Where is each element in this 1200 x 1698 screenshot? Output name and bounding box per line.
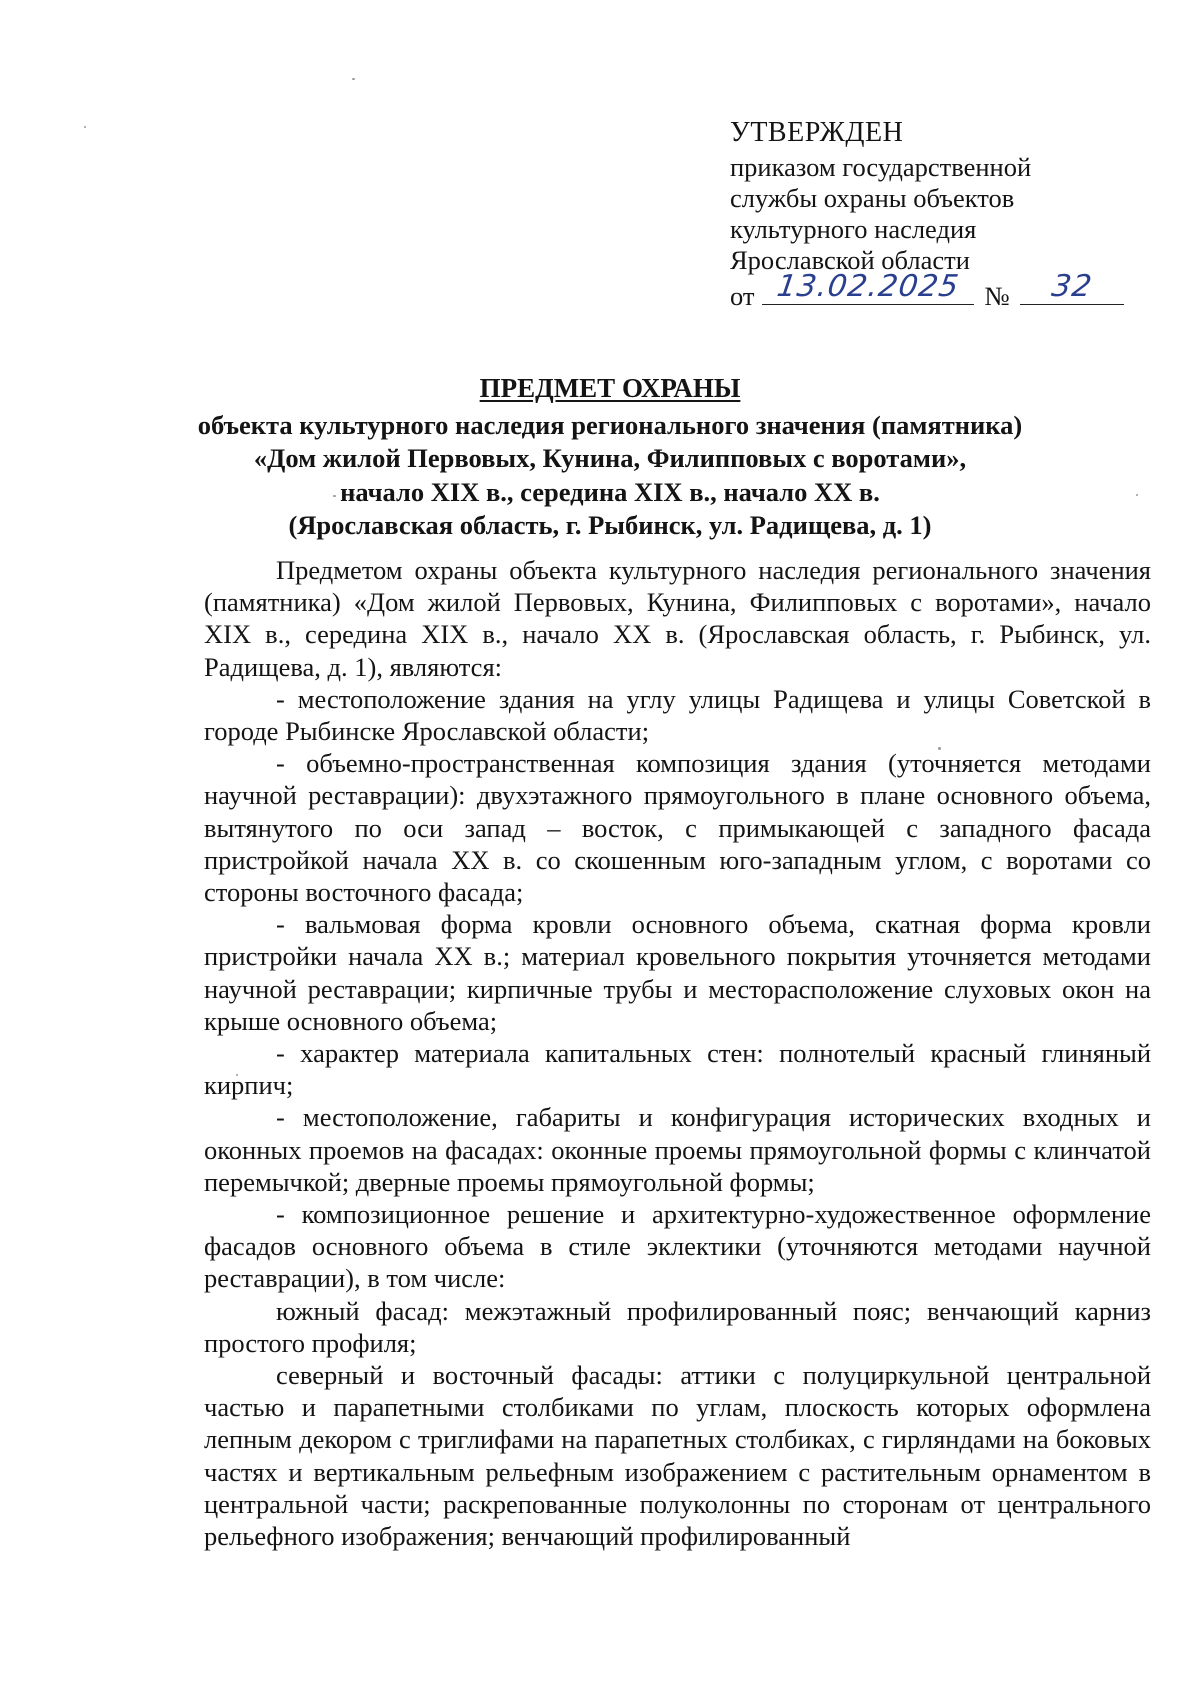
approval-stamp-block [730, 116, 1130, 312]
handwritten-number: 32 [1049, 269, 1095, 304]
approval-line: Ярославской области [730, 245, 970, 275]
approval-line: приказом государственной [730, 152, 1032, 182]
scan-speck [1136, 494, 1138, 496]
number-sign: № [984, 281, 1010, 311]
date-field [762, 269, 974, 305]
body-paragraph: - характер материала капитальных стен: полнотелый красный глиняный кирпич; [204, 1038, 1151, 1101]
body-paragraph: - объемно-пространственная композиция здания (уточняется методами научной реставрации): двухэтажного прямоугольного в плане основного объема, вытянутого по оси запад – восток, с примыкающей с западного фасада пристройкой начала XX в. со скошенным юго-западным углом, с воротами со стороны восточного фасада; [204, 748, 1151, 908]
handwritten-date: 13.02.2025 [775, 269, 962, 304]
body-paragraph: - композиционное решение и архитектурно-художественное оформление фасадов основного объема в стиле эклектики (уточняются методами научной реставрации), в том числе: [204, 1199, 1151, 1294]
approval-heading: УТВЕРЖДЕН [730, 117, 904, 148]
body-paragraph: - вальмовая форма кровли основного объема, скатная форма кровли пристройки начала XX в.; материал кровельного покрытия уточняется методами научной реставрации; кирпичные трубы и месторасположение слуховых окон на крыше основного объема; [204, 909, 1151, 1036]
document-body [204, 554, 1151, 1552]
approval-line: культурного наследия [730, 214, 977, 244]
body-paragraph: - местоположение, габариты и конфигурация исторических входных и оконных проемов на фасадах: оконные проемы прямоугольной формы с клинчатой перемычкой; дверные проемы прямоугольной формы; [204, 1102, 1151, 1197]
title-line: начало XIX в., середина XIX в., начало XX в. [340, 476, 880, 507]
document-title: ПРЕДМЕТ ОХРАНЫ [479, 373, 741, 403]
approval-date-line [730, 269, 1130, 312]
title-line: «Дом жилой Первовых, Кунина, Филипповых с воротами», [253, 443, 967, 473]
scan-speck [352, 78, 355, 80]
date-prefix: от [730, 281, 755, 311]
document-title-block [160, 372, 1060, 543]
title-line: объекта культурного наследия регионального значения (памятника) [197, 409, 1023, 440]
body-paragraph: южный фасад: межэтажный профилированный пояс; венчающий карниз простого профиля; [204, 1295, 1151, 1358]
number-field [1020, 269, 1124, 305]
title-line: (Ярославская область, г. Рыбинск, ул. Радищева, д. 1) [288, 510, 932, 540]
body-paragraph: северный и восточный фасады: аттики с полуциркульной центральной частью и парапетными столбиками по углам, плоскость которых оформлена лепным декором с триглифами на парапетных столбиках, с гирляндами на боковых частях и вертикальным рельефным изображением с растительным орнаментом в центральной части; раскрепованные полуколонны по сторонам от центрального рельефного изображения; венчающий профилированный [204, 1360, 1151, 1552]
approval-line: службы охраны объектов [730, 183, 1015, 213]
body-paragraph: - местоположение здания на углу улицы Радищева и улицы Советской в городе Рыбинске Ярославской области; [204, 683, 1151, 747]
scan-speck [84, 126, 86, 128]
body-paragraph: Предметом охраны объекта культурного наследия регионального значения (памятника) «Дом жилой Первовых, Кунина, Филипповых с воротами», начало XIX в., середина XIX в., начало XX в. (Ярославская область, г. Рыбинск, ул. Радищева, д. 1), являются: [204, 555, 1151, 682]
